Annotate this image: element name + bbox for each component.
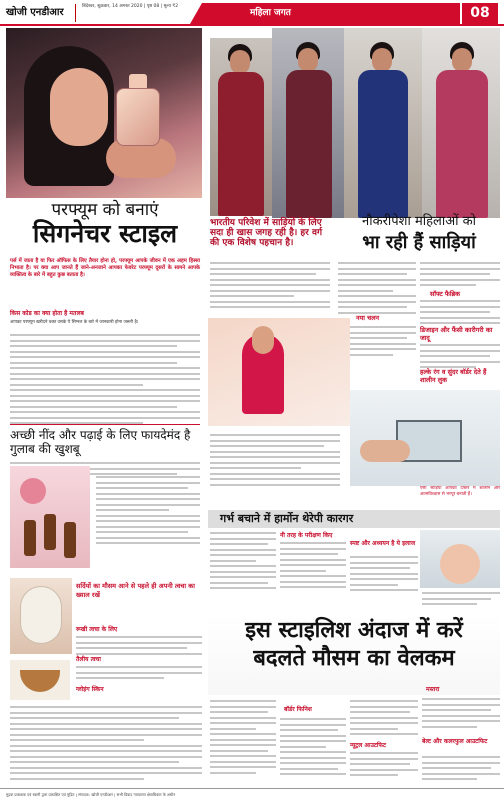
perfume-headline-2: सिगनेचर स्टाइल xyxy=(32,219,178,248)
saree-col-3-lines xyxy=(420,262,500,290)
saree-col-2-lines xyxy=(338,262,416,317)
perfume-intro: पर्स में जाता है या फिर ऑफिस के लिए तैयार होना हो, परफ्यूम आपके जीवन में एक अहम हिस्सा निभाता है। पर क्या आप जानते हैं जाने-अनजाने आपका फेवरेट परफ्यूम दूसरों के सामने आपके व्यक्तित्व के बारे में बहुत कुछ बताता है। xyxy=(10,258,200,278)
sleep-photo xyxy=(208,318,350,426)
saree-col-1-lines xyxy=(210,262,330,312)
page-number: 08 xyxy=(462,3,498,24)
hormone-subhead-1: नी तरह के परीक्षण किए xyxy=(280,532,333,539)
hormone-col-2-lines xyxy=(280,542,346,592)
mask-text-lines-2 xyxy=(76,666,202,683)
saree-caption: भारतीय परिवेश में साड़ियों के लिए सदा ही खास जगह रही है। हर वर्ग की एक विशेष पहचान है। xyxy=(210,218,323,248)
fashion-subhead-mascara: मस्तरा xyxy=(426,686,440,693)
hormone-col-1-lines xyxy=(210,532,276,593)
saree-col-3b-lines xyxy=(420,300,500,328)
face-mask-photo xyxy=(10,578,72,654)
fashion-col-3b-lines xyxy=(350,752,418,780)
mask-subhead-2: तैलीय त्वचा xyxy=(76,656,101,663)
hormone-headline: गर्भ बचाने में हार्मोन थेरेपी कारगर xyxy=(208,510,500,528)
perfume-body: आपका परफ्यूम खरीदने वक्त उसके ये सिग्नल के बारे में जानकारी होना जरूरी है। xyxy=(10,320,139,325)
saree-box-light-colors: हल्के रंग व सुंदर बॉर्डर देते हैं शालीन लुक xyxy=(420,368,487,384)
mask-subhead-3: ग्लोइंग स्किन xyxy=(76,686,104,693)
saree-photo-3 xyxy=(344,28,422,218)
mask-subhead-1: रूखी त्वचा के लिए xyxy=(76,626,118,633)
hormone-subhead-2: स्पष्ट और अध्ययन है ये इलाज xyxy=(350,540,416,547)
mask-bottom-lines xyxy=(10,706,202,783)
page-footer: मुद्रक प्रकाशक एवं स्वामी द्वारा प्रकाशित एवं मुद्रित | संपादक: खोजी एनडीआर | सभी विवाद न्यायालय क्षेत्राधिकार के अधीन xyxy=(0,788,504,800)
mask-headline: सर्दियों का मौसम आने से पहले ही अपनी त्वचा का ख्याल रखें xyxy=(76,582,195,599)
perfume-text-lines xyxy=(10,334,200,428)
fashion-headline-2: बदलते मौसम का वेलकम xyxy=(253,646,455,671)
hormone-col-4-lines xyxy=(422,592,500,609)
fashion-col-3-lines xyxy=(350,700,418,739)
saree-headline-1: नौकरीपेशा महिलाओं को xyxy=(362,214,476,229)
section-title: महिला जगत xyxy=(190,3,460,24)
saree-footnote: ऐसी साड़ियां आपको दफ्तर में शालीन और आत्मविश्वास से भरपूर बनाती हैं। xyxy=(420,486,500,497)
fashion-col-4b-lines xyxy=(422,756,500,784)
pregnancy-photo xyxy=(420,530,500,588)
saree-photo-1 xyxy=(210,38,272,216)
fashion-col-2-lines xyxy=(280,718,346,779)
fashion-subhead-neutral: न्यूट्रल आउटफिट xyxy=(350,742,387,749)
page-header xyxy=(0,0,504,26)
saree-box-new-trend: नया चलन xyxy=(356,314,380,322)
fashion-headline-1: इस स्टाइलिश अंदाज में करें xyxy=(245,618,463,643)
mask-text-lines xyxy=(76,636,202,658)
hormone-col-3-lines xyxy=(350,556,418,595)
rose-oil-photo xyxy=(10,466,90,568)
fashion-subhead-border: बॉर्डर फिनिश xyxy=(284,706,312,713)
perfume-subhead: किस कोड का क्या होता है मतलब xyxy=(10,310,84,317)
perfume-photo xyxy=(6,28,202,198)
fashion-col-1-lines xyxy=(210,700,276,777)
fashion-col-4-lines xyxy=(422,698,500,731)
saree-headline-2: भा रही हैं साड़ियां xyxy=(362,232,476,253)
sleep-col-2-lines xyxy=(210,434,340,489)
saree-box-soft-fabric: सॉफ्ट फैब्रिक xyxy=(430,290,461,298)
sleep-rule xyxy=(10,424,200,425)
saree-photo-2 xyxy=(272,28,344,218)
rose-text-lines xyxy=(96,476,200,548)
perfume-headline-1: परफ्यूम को बनाएं xyxy=(51,200,159,220)
saree-box-design: डिजाइन और फैंसी कारीगरी का जादू xyxy=(420,326,493,342)
masthead-meta: बिंदेश्वर, शुक्रवार, 14 अगस्त 2020 | पृष्ठ 08 | मूल्य ₹2 xyxy=(82,4,179,9)
sleep-headline: अच्छी नींद और पढ़ाई के लिए फायदेमंद है गुलाब की खुशबू xyxy=(10,428,191,456)
fashion-subhead-belt: बेल्ट और कलरफुल आउटफिट xyxy=(422,738,488,745)
masthead: खोजी एनडीआर xyxy=(6,4,76,22)
mask-bowl-photo xyxy=(10,660,70,700)
laptop-photo xyxy=(350,390,500,486)
saree-photo-4 xyxy=(422,28,500,218)
